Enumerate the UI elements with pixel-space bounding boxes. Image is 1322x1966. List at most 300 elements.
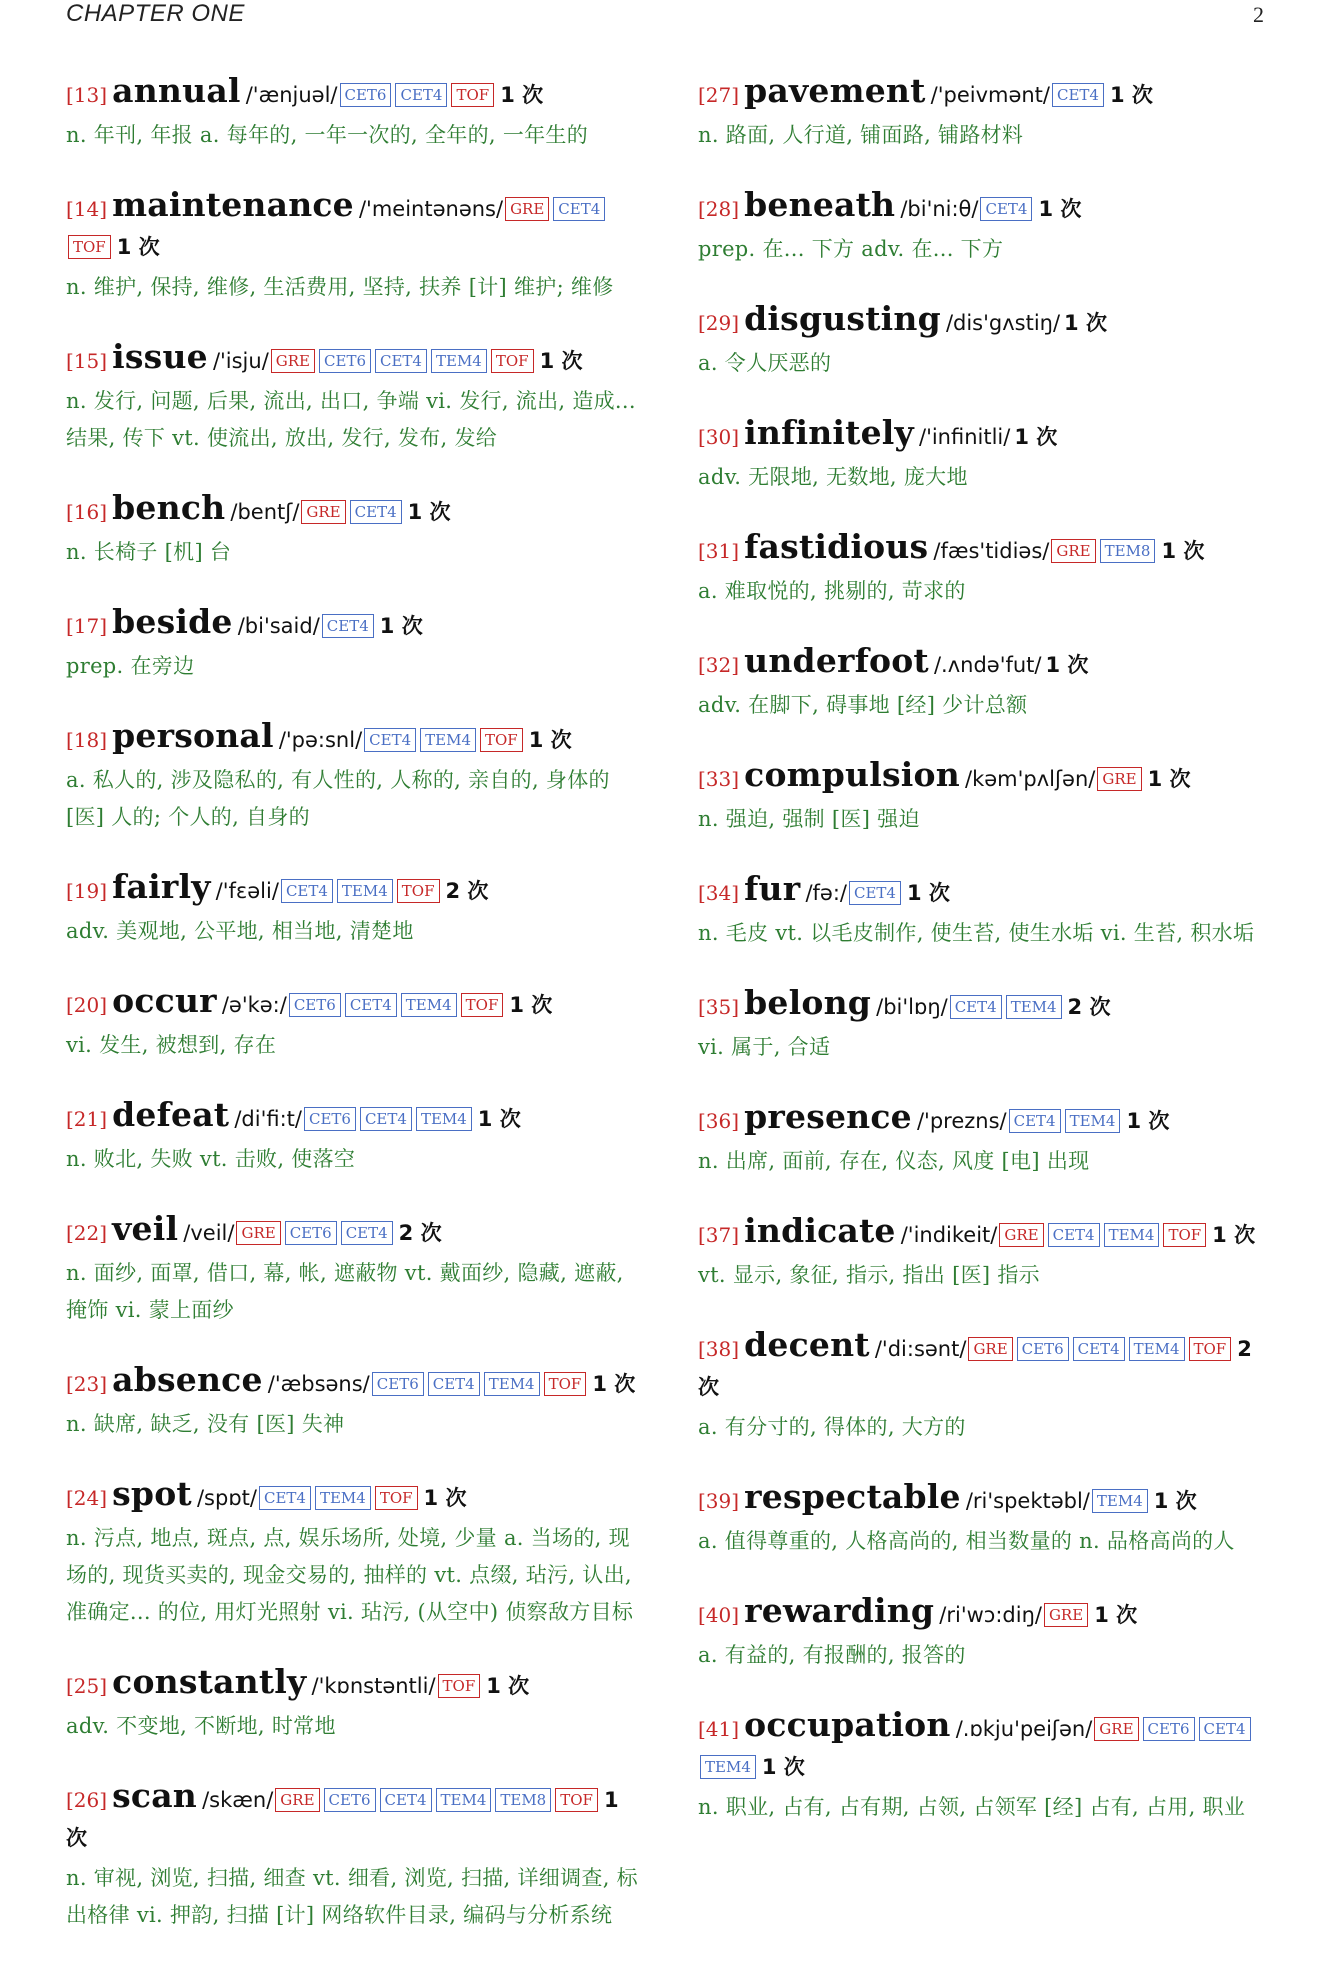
exam-tags — [299, 504, 403, 523]
phonetic: /fæs'tidiəs/ — [933, 539, 1050, 563]
entry-number: [15] — [66, 349, 108, 373]
frequency-count: 1 次 — [486, 1674, 530, 1698]
phonetic: /spɒt/ — [196, 1486, 257, 1510]
definition: n. 年刊, 年报 a. 每年的, 一年一次的, 全年的, 一年生的 — [66, 123, 589, 147]
frequency-count: 1 次 — [1161, 539, 1205, 563]
headword: fairly — [112, 867, 211, 906]
vocab-entry — [698, 186, 1272, 268]
exam-tag: CET4 — [341, 1221, 393, 1245]
phonetic: /di'fi:t/ — [234, 1107, 302, 1131]
entry-number: [25] — [66, 1674, 108, 1698]
phonetic: /.ʌndə'fut/ — [933, 653, 1042, 677]
vocab-entry — [698, 756, 1272, 838]
frequency-count: 1 次 — [1153, 1489, 1197, 1513]
entry-headline — [66, 717, 642, 760]
phonetic: /'meintənəns/ — [358, 197, 504, 221]
exam-tags — [1042, 1607, 1090, 1626]
headword: scan — [112, 1776, 198, 1815]
exam-tag: TOF — [544, 1372, 587, 1396]
headword: beneath — [744, 185, 896, 224]
exam-tags — [362, 732, 525, 751]
phonetic: /'isju/ — [212, 349, 269, 373]
phonetic: /bi'ni:θ/ — [900, 197, 979, 221]
definition: n. 长椅子 [机] 台 — [66, 540, 232, 564]
entry-number: [27] — [698, 83, 740, 107]
exam-tags — [1095, 771, 1143, 790]
vocab-entry — [698, 1098, 1272, 1180]
vocab-entry — [698, 414, 1272, 496]
exam-tags — [997, 1227, 1208, 1246]
exam-tags — [1049, 543, 1157, 562]
exam-tags — [279, 883, 442, 902]
entry-headline — [66, 1210, 642, 1253]
exam-tag: CET4 — [364, 728, 416, 752]
entry-headline — [66, 186, 642, 267]
entry-headline — [66, 489, 642, 532]
phonetic: /'fɛəli/ — [215, 879, 279, 903]
entry-headline — [66, 1361, 642, 1404]
phonetic: /'infinitli/ — [919, 425, 1011, 449]
definition: a. 私人的, 涉及隐私的, 有人性的, 人称的, 亲自的, 身体的 [医] 人的; 个人的, 自身的 — [66, 768, 610, 829]
definition: adv. 无限地, 无数地, 庞大地 — [698, 465, 968, 489]
phonetic: /ri'spektəbl/ — [965, 1489, 1090, 1513]
headword: belong — [744, 983, 872, 1022]
headword: infinitely — [744, 413, 914, 452]
exam-tag: CET6 — [319, 349, 371, 373]
phonetic: /bi'lɒŋ/ — [876, 995, 948, 1019]
entry-number: [37] — [698, 1223, 740, 1247]
phonetic: /skæn/ — [202, 1788, 274, 1812]
frequency-count: 1 次 — [1147, 767, 1191, 791]
entry-headline — [698, 186, 1272, 229]
frequency-count: 1 次 — [528, 728, 572, 752]
entry-headline — [66, 868, 642, 911]
entry-number: [32] — [698, 653, 740, 677]
headword: disgusting — [744, 299, 941, 338]
entry-number: [33] — [698, 767, 740, 791]
phonetic: /'prezns/ — [916, 1109, 1007, 1133]
exam-tag: GRE — [275, 1788, 319, 1812]
definition: n. 面纱, 面罩, 借口, 幕, 帐, 遮蔽物 vt. 戴面纱, 隐藏, 遮蔽, 掩饰 vi. 蒙上面纱 — [66, 1261, 624, 1322]
frequency-count: 1 次 — [116, 235, 160, 259]
entry-headline — [698, 1326, 1272, 1407]
exam-tag: TOF — [451, 83, 494, 107]
definition: vt. 显示, 象征, 指示, 指出 [医] 指示 — [698, 1263, 1040, 1287]
entry-number: [41] — [698, 1717, 740, 1741]
exam-tag: TOF — [438, 1674, 481, 1698]
vocab-entry — [698, 870, 1272, 952]
headword: annual — [112, 71, 241, 110]
entry-headline — [66, 603, 642, 646]
headword: absence — [112, 1360, 263, 1399]
headword: beside — [112, 602, 233, 641]
exam-tag: TOF — [68, 235, 111, 259]
exam-tag: TEM4 — [315, 1486, 371, 1510]
exam-tag: CET4 — [395, 83, 447, 107]
entry-number: [14] — [66, 197, 108, 221]
exam-tag: CET6 — [340, 83, 392, 107]
exam-tag: TOF — [397, 879, 440, 903]
exam-tag: TEM4 — [436, 1788, 492, 1812]
headword: underfoot — [744, 641, 929, 680]
frequency-count: 1 次 — [509, 993, 553, 1017]
entry-headline — [698, 1478, 1272, 1521]
entry-headline — [698, 1592, 1272, 1635]
entry-number: [22] — [66, 1221, 108, 1245]
exam-tag: GRE — [271, 349, 315, 373]
definition: a. 令人厌恶的 — [698, 351, 832, 375]
entry-number: [16] — [66, 500, 108, 524]
definition: vi. 属于, 合适 — [698, 1035, 831, 1059]
vocab-entry — [698, 1706, 1272, 1826]
exam-tag: CET4 — [380, 1788, 432, 1812]
phonetic: /dis'gʌstiŋ/ — [945, 311, 1061, 335]
vocab-entry — [698, 72, 1272, 154]
entry-number: [30] — [698, 425, 740, 449]
vocab-entry — [698, 1592, 1272, 1674]
exam-tag: TEM8 — [495, 1788, 551, 1812]
exam-tag: CET4 — [375, 349, 427, 373]
headword: constantly — [112, 1662, 307, 1701]
entry-number: [20] — [66, 993, 108, 1017]
frequency-count: 1 次 — [477, 1107, 521, 1131]
headword: indicate — [744, 1211, 896, 1250]
exam-tag: TEM4 — [700, 1755, 756, 1779]
entry-number: [18] — [66, 728, 108, 752]
vocab-entry — [66, 489, 642, 571]
entry-headline — [698, 528, 1272, 571]
headword: fur — [744, 869, 801, 908]
phonetic: /'kɒnstəntli/ — [311, 1674, 436, 1698]
phonetic: /fə:/ — [805, 881, 847, 905]
vocab-entry — [66, 1210, 642, 1329]
vocab-entry — [66, 1096, 642, 1178]
exam-tag: TOF — [1189, 1337, 1232, 1361]
exam-tag: TEM8 — [1100, 539, 1156, 563]
entry-headline — [698, 984, 1272, 1027]
entry-number: [17] — [66, 614, 108, 638]
exam-tag: TOF — [491, 349, 534, 373]
exam-tags — [302, 1111, 474, 1130]
frequency-count: 1 次 — [1064, 311, 1107, 335]
exam-tag: TEM4 — [1129, 1337, 1185, 1361]
definition: n. 败北, 失败 vt. 击败, 使落空 — [66, 1147, 356, 1171]
entry-headline — [66, 72, 642, 115]
exam-tags — [847, 885, 903, 904]
headword: defeat — [112, 1095, 230, 1134]
entry-headline — [66, 1663, 642, 1706]
vocab-entry — [66, 1663, 642, 1745]
frequency-count: 1 次 — [423, 1486, 467, 1510]
headword: occupation — [744, 1705, 951, 1744]
vocab-entry — [66, 72, 642, 154]
exam-tag: TOF — [555, 1788, 598, 1812]
exam-tag: CET6 — [289, 993, 341, 1017]
exam-tag: CET4 — [322, 614, 374, 638]
exam-tag: TEM4 — [420, 728, 476, 752]
exam-tag: GRE — [1044, 1603, 1088, 1627]
entry-number: [35] — [698, 995, 740, 1019]
frequency-count: 2 次 — [398, 1221, 442, 1245]
exam-tag: CET4 — [428, 1372, 480, 1396]
entry-number: [13] — [66, 83, 108, 107]
exam-tags — [978, 201, 1034, 220]
exam-tag: CET4 — [1073, 1337, 1125, 1361]
exam-tag: CET4 — [1009, 1109, 1061, 1133]
entry-headline — [698, 1098, 1272, 1141]
exam-tag: CET4 — [1199, 1717, 1251, 1741]
phonetic: /'indikeit/ — [900, 1223, 998, 1247]
left-column — [66, 72, 642, 1966]
exam-tag: GRE — [1097, 767, 1141, 791]
vocab-entry — [698, 1478, 1272, 1560]
frequency-count: 1 次 — [906, 881, 950, 905]
vocab-entry — [66, 1361, 642, 1443]
exam-tags — [338, 87, 497, 106]
definition: n. 污点, 地点, 斑点, 点, 娱乐场所, 处境, 少量 a. 当场的, 现场的, 现货买卖的, 现金交易的, 抽样的 vt. 点缀, 玷污, 认出, 准确定... 的位, 用灯光照射 vi. 玷污, (从空中) 侦察敌方目标 — [66, 1526, 634, 1624]
phonetic: /'pə:snl/ — [278, 728, 363, 752]
definition: adv. 不变地, 不断地, 时常地 — [66, 1714, 336, 1738]
exam-tag: TOF — [461, 993, 504, 1017]
headword: presence — [744, 1097, 912, 1136]
headword: rewarding — [744, 1591, 935, 1630]
exam-tag: TEM4 — [337, 879, 393, 903]
entry-number: [38] — [698, 1337, 740, 1361]
phonetic: /ə'kə:/ — [221, 993, 287, 1017]
phonetic: /bentʃ/ — [230, 500, 300, 524]
frequency-count: 1 次 — [761, 1755, 805, 1779]
exam-tag: TEM4 — [401, 993, 457, 1017]
entry-headline — [66, 1096, 642, 1139]
phonetic: /veil/ — [183, 1221, 235, 1245]
entry-headline — [66, 982, 642, 1025]
frequency-count: 1 次 — [1212, 1223, 1256, 1247]
definition: prep. 在旁边 — [66, 654, 195, 678]
exam-tag: CET6 — [1017, 1337, 1069, 1361]
entry-headline — [698, 1706, 1272, 1787]
vocab-entry — [66, 982, 642, 1064]
headword: personal — [112, 716, 274, 755]
headword: issue — [112, 337, 208, 376]
phonetic: /'æbsəns/ — [267, 1372, 370, 1396]
frequency-count: 1 次 — [500, 83, 544, 107]
definition: a. 难取悦的, 挑剔的, 苛求的 — [698, 579, 966, 603]
definition: a. 有分寸的, 得体的, 大方的 — [698, 1415, 966, 1439]
exam-tag: CET6 — [372, 1372, 424, 1396]
entry-number: [28] — [698, 197, 740, 221]
headword: pavement — [744, 71, 926, 110]
exam-tag: TOF — [1163, 1223, 1206, 1247]
headword: compulsion — [744, 755, 960, 794]
exam-tag: CET4 — [259, 1486, 311, 1510]
definition: n. 职业, 占有, 占有期, 占领, 占领军 [经] 占有, 占用, 职业 — [698, 1795, 1246, 1819]
exam-tag: CET4 — [1048, 1223, 1100, 1247]
entry-number: [26] — [66, 1788, 108, 1812]
exam-tags — [370, 1376, 589, 1395]
exam-tag: CET4 — [1052, 83, 1104, 107]
exam-tag: TOF — [375, 1486, 418, 1510]
entry-headline — [698, 870, 1272, 913]
entry-headline — [66, 1777, 642, 1858]
exam-tags — [1050, 87, 1106, 106]
headword: spot — [112, 1474, 192, 1513]
exam-tags — [269, 353, 536, 372]
phonetic: /bi'said/ — [237, 614, 320, 638]
vocab-entry — [66, 717, 642, 836]
exam-tag: CET4 — [849, 881, 901, 905]
exam-tag: CET4 — [360, 1107, 412, 1131]
exam-tag: CET6 — [1143, 1717, 1195, 1741]
entry-number: [19] — [66, 879, 108, 903]
exam-tag: GRE — [999, 1223, 1043, 1247]
headword: respectable — [744, 1477, 961, 1516]
entry-number: [40] — [698, 1603, 740, 1627]
exam-tags — [287, 997, 506, 1016]
headword: occur — [112, 981, 217, 1020]
entry-headline — [698, 300, 1272, 343]
exam-tag: CET4 — [950, 995, 1002, 1019]
exam-tags — [273, 1792, 600, 1811]
exam-tag: CET4 — [350, 500, 402, 524]
entry-headline — [698, 414, 1272, 457]
exam-tag: TEM4 — [1065, 1109, 1121, 1133]
frequency-count: 1 次 — [407, 500, 451, 524]
exam-tags — [1090, 1493, 1150, 1512]
frequency-count: 1 次 — [1109, 83, 1153, 107]
frequency-count: 1 次 — [379, 614, 423, 638]
exam-tag: CET6 — [285, 1221, 337, 1245]
frequency-count: 1 次 — [592, 1372, 636, 1396]
definition: a. 有益的, 有报酬的, 报答的 — [698, 1643, 966, 1667]
phonetic: /'ænjuəl/ — [245, 83, 338, 107]
definition: prep. 在... 下方 adv. 在... 下方 — [698, 237, 1004, 261]
entry-number: [23] — [66, 1372, 108, 1396]
headword: fastidious — [744, 527, 929, 566]
running-title: CHAPTER ONE — [66, 0, 245, 27]
frequency-count: 1 次 — [1014, 425, 1058, 449]
frequency-count: 1 次 — [1045, 653, 1089, 677]
vocab-entry — [698, 528, 1272, 610]
exam-tag: CET6 — [304, 1107, 356, 1131]
vocab-entry — [698, 300, 1272, 382]
vocab-entry — [66, 1475, 642, 1631]
exam-tags — [320, 618, 376, 637]
entry-number: [36] — [698, 1109, 740, 1133]
frequency-count: 2 次 — [1067, 995, 1111, 1019]
exam-tag: CET4 — [281, 879, 333, 903]
exam-tag: TEM4 — [484, 1372, 540, 1396]
entry-number: [29] — [698, 311, 740, 335]
entry-headline — [698, 1212, 1272, 1255]
exam-tag: CET4 — [345, 993, 397, 1017]
entry-headline — [698, 72, 1272, 115]
vocab-entry — [66, 186, 642, 306]
vocab-entry — [66, 868, 642, 950]
vocab-entry — [66, 603, 642, 685]
exam-tag: GRE — [968, 1337, 1012, 1361]
phonetic: /.ɒkju'peiʃən/ — [955, 1717, 1093, 1741]
phonetic: /'peivmənt/ — [930, 83, 1050, 107]
definition: vi. 发生, 被想到, 存在 — [66, 1033, 277, 1057]
definition: adv. 美观地, 公平地, 相当地, 清楚地 — [66, 919, 414, 943]
entry-headline — [66, 338, 642, 381]
vocab-entry — [66, 1777, 642, 1934]
exam-tag: GRE — [301, 500, 345, 524]
definition: n. 发行, 问题, 后果, 流出, 出口, 争端 vi. 发行, 流出, 造成... 结果, 传下 vt. 使流出, 放出, 发行, 发布, 发给 — [66, 389, 636, 450]
exam-tags — [966, 1341, 1233, 1360]
entry-headline — [698, 642, 1272, 685]
vocab-entry — [698, 1326, 1272, 1446]
exam-tag: GRE — [236, 1221, 280, 1245]
exam-tag: CET6 — [324, 1788, 376, 1812]
frequency-count: 1 次 — [539, 349, 583, 373]
exam-tag: TEM4 — [431, 349, 487, 373]
definition: a. 值得尊重的, 人格高尚的, 相当数量的 n. 品格高尚的人 — [698, 1529, 1235, 1553]
entry-number: [24] — [66, 1486, 108, 1510]
right-column — [698, 72, 1272, 1858]
entry-number: [21] — [66, 1107, 108, 1131]
exam-tag: TOF — [480, 728, 523, 752]
frequency-count: 1 次 — [1126, 1109, 1170, 1133]
exam-tag: TEM4 — [1104, 1223, 1160, 1247]
exam-tag: CET4 — [553, 197, 605, 221]
exam-tag: GRE — [1051, 539, 1095, 563]
definition: n. 强迫, 强制 [医] 强迫 — [698, 807, 920, 831]
definition: n. 维护, 保持, 维修, 生活费用, 坚持, 扶养 [计] 维护; 维修 — [66, 275, 614, 299]
vocab-entry — [698, 642, 1272, 724]
phonetic: /ri'wɔ:diŋ/ — [939, 1603, 1042, 1627]
frequency-count: 1 次 — [1094, 1603, 1138, 1627]
exam-tag: TEM4 — [1092, 1489, 1148, 1513]
exam-tags — [1007, 1113, 1123, 1132]
entry-headline — [698, 756, 1272, 799]
frequency-count: 2 次 — [445, 879, 489, 903]
frequency-count: 1 次 — [66, 1788, 619, 1850]
entry-number: [34] — [698, 881, 740, 905]
entry-number: [39] — [698, 1489, 740, 1513]
exam-tag: GRE — [1094, 1717, 1138, 1741]
definition: n. 出席, 面前, 存在, 仪态, 风度 [电] 出现 — [698, 1149, 1090, 1173]
headword: bench — [112, 488, 226, 527]
page-number: 2 — [1253, 2, 1264, 27]
exam-tags — [234, 1225, 394, 1244]
vocab-entry — [698, 984, 1272, 1066]
entry-headline — [66, 1475, 642, 1518]
headword: veil — [112, 1209, 179, 1248]
vocab-entry — [66, 338, 642, 457]
definition: n. 审视, 浏览, 扫描, 细查 vt. 细看, 浏览, 扫描, 详细调查, 标出格律 vi. 押韵, 扫描 [计] 网络软件目录, 编码与分析系统 — [66, 1866, 638, 1927]
vocab-entry — [698, 1212, 1272, 1294]
exam-tag: TEM4 — [1006, 995, 1062, 1019]
exam-tags — [948, 999, 1064, 1018]
exam-tag: GRE — [505, 197, 549, 221]
phonetic: /'di:sənt/ — [874, 1337, 967, 1361]
frequency-count: 1 次 — [1038, 197, 1082, 221]
phonetic: /kəm'pʌlʃən/ — [965, 767, 1096, 791]
definition: n. 毛皮 vt. 以毛皮制作, 使生苔, 使生水垢 vi. 生苔, 积水垢 — [698, 921, 1255, 945]
definition: n. 路面, 人行道, 铺面路, 铺路材料 — [698, 123, 1024, 147]
headword: maintenance — [112, 185, 354, 224]
exam-tags — [436, 1678, 483, 1697]
headword: decent — [744, 1325, 870, 1364]
definition: n. 缺席, 缺乏, 没有 [医] 失神 — [66, 1412, 345, 1436]
definition: adv. 在脚下, 碍事地 [经] 少计总额 — [698, 693, 1028, 717]
exam-tag: CET4 — [980, 197, 1032, 221]
frequency-count: 2 次 — [698, 1337, 1252, 1399]
entry-number: [31] — [698, 539, 740, 563]
exam-tag: TEM4 — [416, 1107, 472, 1131]
exam-tags — [257, 1490, 420, 1509]
